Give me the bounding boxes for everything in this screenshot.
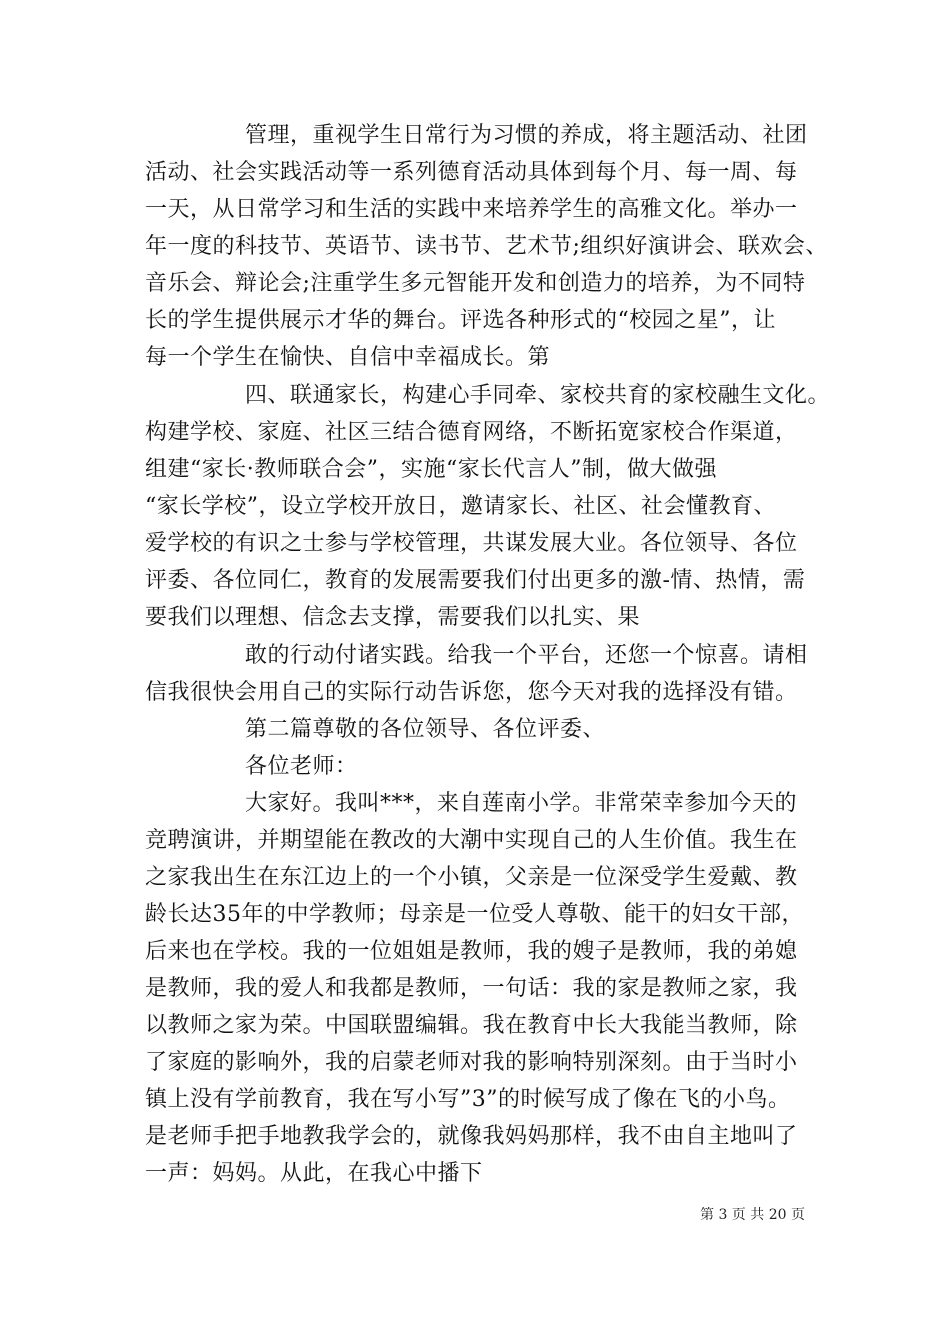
- text-line-26: 了家庭的影响外，我的启蒙老师对我的影响特别深刻。由于当时小: [145, 1050, 798, 1075]
- text-line-8: 四、联通家长，构建心手同牵、家校共育的家校融生文化。: [245, 383, 831, 408]
- text-line-28: 是老师手把手地教我学会的，就像我妈妈那样，我不由自主地叫了: [145, 1124, 798, 1149]
- text-line-16: 信我很快会用自己的实际行动告诉您，您今天对我的选择没有错。: [145, 680, 798, 705]
- text-line-7: 每一个学生在愉快、自信中幸福成长。第: [145, 345, 551, 370]
- page-number-footer: 第 3 页 共 20 页: [700, 1207, 805, 1223]
- text-line-9: 构建学校、家庭、社区三结合德育网络，不断拓宽家校合作渠道，: [145, 420, 798, 445]
- text-line-2: 活动、社会实践活动等一系列德育活动具体到每个月、每一周、每: [145, 160, 798, 185]
- text-line-27: 镇上没有学前教育，我在写小写”3”的时候写成了像在飞的小鸟。: [145, 1087, 791, 1112]
- text-line-10: 组建“家长·教师联合会”，实施“家长代言人”制，做大做强: [145, 457, 717, 482]
- text-line-21: 之家我出生在东江边上的一个小镇，父亲是一位深受学生爱戴、教: [145, 865, 798, 890]
- text-line-3: 一天，从日常学习和生活的实践中来培养学生的高雅文化。举办一: [145, 197, 798, 222]
- text-line-17: 第二篇尊敬的各位领导、各位评委、: [245, 717, 606, 742]
- text-line-15: 敢的行动付诸实践。给我一个平台，还您一个惊喜。请相: [245, 643, 808, 668]
- text-line-5: 音乐会、辩论会;注重学生多元智能开发和创造力的培养，为不同特: [145, 271, 806, 296]
- text-line-25: 以教师之家为荣。中国联盟编辑。我在教育中长大我能当教师，除: [145, 1013, 798, 1038]
- text-line-4: 年一度的科技节、英语节、读书节、艺术节;组织好演讲会、联欢会、: [145, 234, 828, 259]
- text-line-23: 后来也在学校。我的一位姐姐是教师，我的嫂子是教师，我的弟媳: [145, 939, 798, 964]
- text-line-24: 是教师，我的爱人和我都是教师，一句话：我的家是教师之家，我: [145, 976, 798, 1001]
- text-line-1: 管理，重视学生日常行为习惯的养成，将主题活动、社团: [245, 123, 808, 148]
- text-line-22: 龄长达35年的中学教师；母亲是一位受人尊敬、能干的妇女干部，: [145, 902, 804, 927]
- text-line-13: 评委、各位同仁，教育的发展需要我们付出更多的激-情、热情，需: [145, 568, 806, 593]
- text-line-11: “家长学校”，设立学校开放日，邀请家长、社区、社会懂教育、: [145, 494, 776, 519]
- text-line-18: 各位老师：: [245, 754, 358, 779]
- text-line-29: 一声：妈妈。从此，在我心中播下: [145, 1161, 483, 1186]
- text-line-20: 竞聘演讲，并期望能在教改的大潮中实现自己的人生价值。我生在: [145, 828, 798, 853]
- text-line-6: 长的学生提供展示才华的舞台。评选各种形式的“校园之星”，让: [145, 308, 776, 333]
- text-line-12: 爱学校的有识之士参与学校管理，共谋发展大业。各位领导、各位: [145, 531, 798, 556]
- text-line-19: 大家好。我叫***，来自莲南小学。非常荣幸参加今天的: [245, 791, 798, 816]
- text-line-14: 要我们以理想、信念去支撑，需要我们以扎实、果: [145, 605, 641, 630]
